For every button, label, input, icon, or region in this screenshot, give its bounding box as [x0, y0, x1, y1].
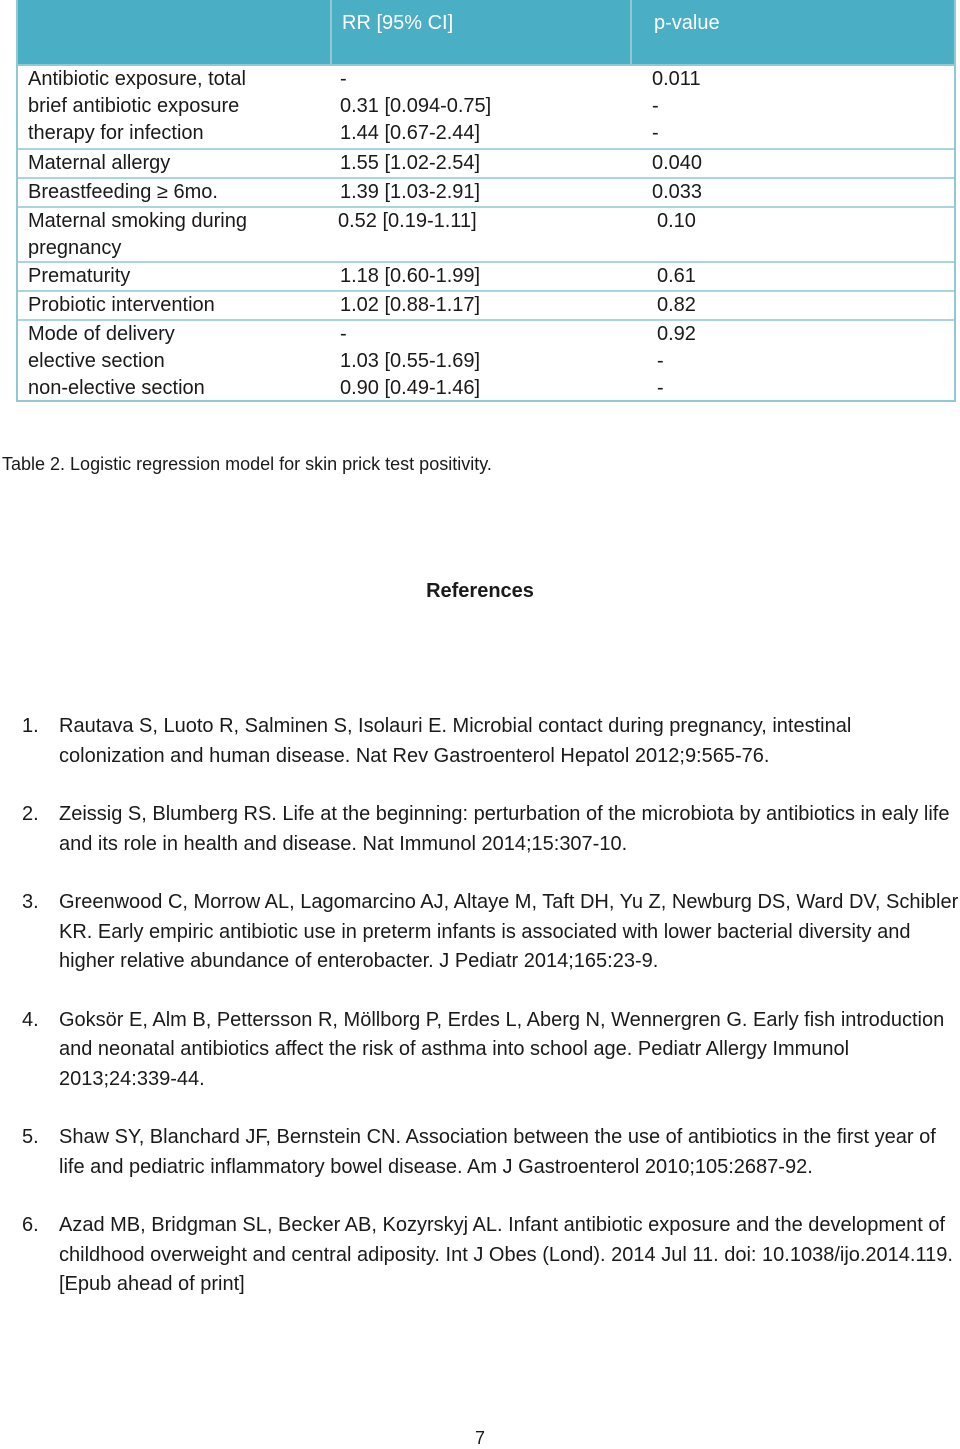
- header-divider: [330, 0, 332, 64]
- page-number: 7: [474, 1428, 485, 1448]
- reference-item: [22, 800, 960, 859]
- table-row: [18, 208, 954, 263]
- reference-number: 2.: [22, 803, 39, 825]
- table-row: [18, 263, 954, 292]
- reference-text: Goksör E, Alm B, Pettersson R, Möllborg P, Erdes L, Aberg N, Wennergren G. Early fish introduction and neonatal antibiotics affect the risk of asthma into school age. Pediatr Allergy Immunol 2013;24:339-44.: [59, 1008, 945, 1090]
- reference-number: 6.: [22, 1214, 39, 1236]
- reference-item: [22, 712, 960, 771]
- p-value: 0.92: [657, 323, 696, 345]
- reference-number: 5.: [22, 1126, 39, 1148]
- references-heading: References: [426, 580, 534, 602]
- rr-value: 0.31 [0.094-0.75]: [340, 95, 492, 117]
- rr-value: -: [340, 323, 347, 345]
- reference-text: Zeissig S, Blumberg RS. Life at the beginning: perturbation of the microbiota by antibiotics in ealy life and its role in health and disease. Nat Immunol 2014;15:307-10.: [59, 803, 950, 855]
- reference-item: [22, 1211, 960, 1300]
- row-label-line: Mode of delivery: [28, 323, 175, 345]
- row-rr: 0.52 [0.19-1.11]: [338, 210, 477, 232]
- row-label-line: Antibiotic exposure, total: [28, 68, 246, 90]
- row-label-line: non-elective section: [28, 377, 205, 399]
- row-label: [28, 208, 247, 262]
- p-value: -: [652, 95, 659, 117]
- p-value: -: [652, 122, 659, 144]
- row-rr: [340, 321, 480, 402]
- p-value: 0.011: [652, 68, 701, 90]
- reference-number: 1.: [22, 715, 39, 737]
- reference-number: 4.: [22, 1008, 39, 1031]
- row-label-line: therapy for infection: [28, 122, 204, 144]
- reference-text: Rautava S, Luoto R, Salminen S, Isolauri E. Microbial contact during pregnancy, intestinal colonization and human disease. Nat Rev Gastroenterol Hepatol 2012;9:565-76.: [59, 715, 852, 767]
- header-cell-rr: RR [95% CI]: [342, 12, 454, 34]
- reference-text: Greenwood C, Morrow AL, Lagomarcino AJ, Altaye M, Taft DH, Yu Z, Newburg DS, Ward DV, Schibler KR. Early empiric antibiotic use in preterm infants is associated with lower bacterial diversity and higher relative abundance of enterobacter. J Pediatr 2014;165:23-9.: [59, 891, 959, 972]
- p-value: -: [657, 377, 664, 399]
- reference-text: Shaw SY, Blanchard JF, Bernstein CN. Association between the use of antibiotics in the first year of life and pediatric inflammatory bowel disease. Am J Gastroenterol 2010;105:2687-92.: [59, 1126, 936, 1178]
- row-label-line: brief antibiotic exposure: [28, 95, 240, 117]
- header-divider: [630, 0, 632, 64]
- row-rr: 1.39 [1.03-2.91]: [340, 181, 481, 203]
- rr-value: -: [340, 68, 347, 90]
- row-pvalue: 0.10: [657, 210, 696, 232]
- reference-item: [22, 1123, 960, 1182]
- table-row: [18, 292, 954, 321]
- table-row: [18, 150, 954, 179]
- row-label-line: elective section: [28, 350, 165, 372]
- table-caption: Table 2. Logistic regression model for skin prick test positivity.: [2, 454, 492, 474]
- table-row: [18, 66, 954, 150]
- row-label: [28, 321, 205, 402]
- rr-value: 1.03 [0.55-1.69]: [340, 350, 481, 372]
- row-rr: 1.02 [0.88-1.17]: [340, 294, 481, 316]
- table-header: [18, 0, 954, 66]
- row-label: Prematurity: [28, 265, 131, 287]
- header-cell-pvalue: p-value: [654, 12, 720, 34]
- row-label-line: pregnancy: [28, 237, 122, 259]
- row-pvalue: 0.61: [657, 265, 696, 287]
- row-label-line: Maternal smoking during: [28, 210, 247, 232]
- row-pvalue: [652, 66, 701, 147]
- rr-value: 0.90 [0.49-1.46]: [340, 377, 481, 399]
- row-rr: 1.55 [1.02-2.54]: [340, 152, 481, 174]
- row-pvalue: 0.040: [652, 152, 703, 174]
- row-rr: 1.18 [0.60-1.99]: [340, 265, 481, 287]
- row-pvalue: 0.033: [652, 181, 703, 203]
- row-label: [28, 66, 246, 147]
- row-label: Breastfeeding ≥ 6mo.: [28, 181, 218, 203]
- row-pvalue: 0.82: [657, 294, 696, 316]
- reference-item: [22, 1006, 960, 1095]
- table-row: [18, 179, 954, 208]
- row-label: Maternal allergy: [28, 152, 171, 174]
- reference-text: Azad MB, Bridgman SL, Becker AB, Kozyrskyj AL. Infant antibiotic exposure and the development of childhood overweight and central adiposity. Int J Obes (Lond). 2014 Jul 11. doi: 10.1038/ijo.2014.119. [Epub ahead of print]: [59, 1214, 953, 1295]
- reference-item: [22, 888, 960, 977]
- row-rr: [340, 66, 491, 147]
- rr-value: 1.44 [0.67-2.44]: [340, 122, 481, 144]
- results-table: [16, 0, 956, 402]
- row-pvalue: [657, 321, 696, 402]
- reference-number: 3.: [22, 891, 39, 913]
- p-value: -: [657, 350, 664, 372]
- table-row: [18, 321, 954, 402]
- row-label: Probiotic intervention: [28, 294, 215, 316]
- references-list: [22, 712, 960, 1329]
